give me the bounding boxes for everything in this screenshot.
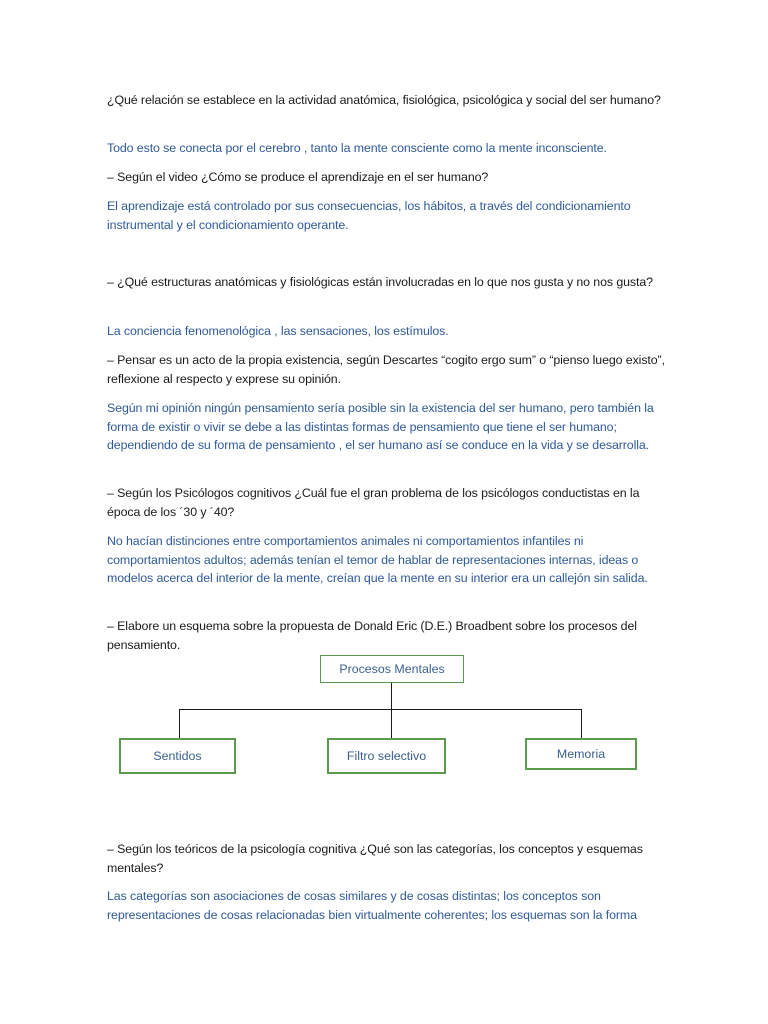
- diagram-child-filtro: Filtro selectivo: [327, 738, 446, 774]
- diagram-child-sentidos: Sentidos: [119, 738, 236, 774]
- connector-right: [581, 709, 582, 738]
- diagram-root-box: Procesos Mentales: [320, 655, 464, 683]
- answer-5: No hacían distinciones entre comportamientos animales ni comportamientos infantiles ni comportamientos adultos; además tenían el temor de hablar de representaciones internas, ideas o modelos acerca del interior de la mente, creían que la mente en su interior era un callejón sin salida.: [107, 534, 648, 585]
- question-2: – Según el video ¿Cómo se produce el aprendizaje en el ser humano?: [107, 170, 489, 184]
- answer-7: Las categorías son asociaciones de cosas similares y de cosas distintas; los conceptos son representaciones de cosas relacionadas bien virtualmente coherentes; los esquemas son la forma: [107, 889, 637, 922]
- connector-horizontal: [179, 709, 582, 710]
- question-7: – Según los teóricos de la psicología cognitiva ¿Qué son las categorías, los conceptos y esquemas mentales?: [107, 842, 643, 875]
- answer-3: La conciencia fenomenológica , las sensaciones, los estímulos.: [107, 324, 449, 338]
- connector-middle: [391, 709, 392, 738]
- connector-root: [391, 683, 392, 710]
- diagram-child-memoria: Memoria: [525, 738, 637, 770]
- question-1: ¿Qué relación se establece en la actividad anatómica, fisiológica, psicológica y social del ser humano?: [107, 93, 661, 107]
- question-4: – Pensar es un acto de la propia existencia, según Descartes “cogito ergo sum” o “pienso luego existo”, reflexione al respecto y exprese su opinión.: [107, 353, 665, 386]
- question-6: – Elabore un esquema sobre la propuesta de Donald Eric (D.E.) Broadbent sobre los procesos del pensamiento.: [107, 619, 637, 652]
- answer-1: Todo esto se conecta por el cerebro , tanto la mente consciente como la mente inconsciente.: [107, 141, 607, 155]
- answer-4: Según mi opinión ningún pensamiento sería posible sin la existencia del ser humano, pero también la forma de existir o vivir se debe a las distintas formas de pensamiento que tiene el ser humano; dependiendo de su forma de pensamiento , el ser humano así se conduce en la vida y se desarrolla.: [107, 401, 654, 452]
- connector-left: [179, 709, 180, 738]
- question-5: – Según los Psicólogos cognitivos ¿Cuál fue el gran problema de los psicólogos conductistas en la época de los ´30 y ´40?: [107, 486, 640, 519]
- answer-2: El aprendizaje está controlado por sus consecuencias, los hábitos, a través del condicionamiento instrumental y el condicionamiento operante.: [107, 199, 631, 232]
- question-3: – ¿Qué estructuras anatómicas y fisiológicas están involucradas en lo que nos gusta y no nos gusta?: [107, 275, 653, 289]
